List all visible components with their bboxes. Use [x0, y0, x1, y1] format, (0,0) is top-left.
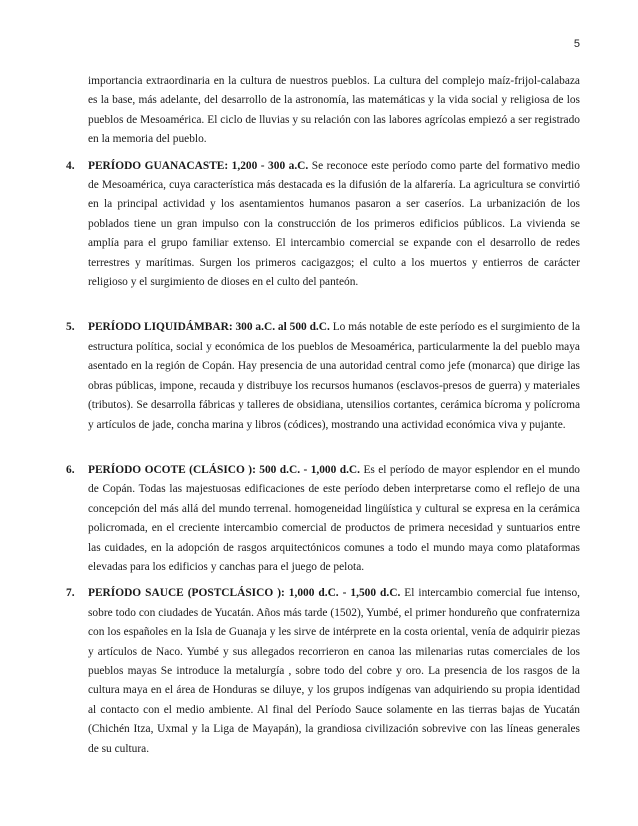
section-body: El intercambio comercial fue intenso, sobre todo con ciudades de Yucatán. Años más tarde (1502), Yumbé, el primer hondureño que confraterniza con los españoles en la Isla de Guanaja y les sirve de intérprete en la costa oriental, venía de adquirir piezas y artículos de Naco. Yumbé y sus allegados recorrieron en canoa las milenarias rutas comerciales de los pueblos mayas Se introduce la metalurgía , sobre todo del cobre y oro. La presencia de los rasgos de la cultura maya en el área de Honduras se diluye, y los grupos indígenas van adquiriendo su propia identidad al contacto con el medio ambiente. Al final del Período Sauce solamente en las tierras bajas de Yucatán (Chichén Itza, Uxmal y la Liga de Mayapán), la grandiosa civilización sobrevive con las líneas generales de su cultura.	[88, 587, 580, 755]
intro-paragraph: importancia extraordinaria en la cultura de nuestros pueblos. La cultura del complejo maíz-frijol-calabaza es la base, más adelante, del desarrollo de la astronomía, las matemáticas y la vida social y religiosa de los pueblos de Mesoamérica. El ciclo de lluvias y su relación con las labores agrícolas empiezó a ser registrado en la memoria del pueblo.	[88, 75, 580, 146]
section-heading: PERÍODO LIQUIDÁMBAR: 300 a.C. al 500 d.C.	[88, 321, 333, 334]
section-number: 4.	[66, 159, 75, 172]
section-number: 6.	[66, 463, 75, 476]
section-heading: PERÍODO GUANACASTE: 1,200 - 300 a.C.	[88, 159, 312, 172]
document-body	[66, 72, 581, 759]
section-periodo-guanacaste	[66, 157, 580, 293]
section-body: Lo más notable de este período es el surgimiento de la estructura política, social y económica de los pueblos de Mesoamérica, particularmente la del pueblo maya asentado en la región de Copán. Hay presencia de una autoridad central como jefe (monarca) que dirige las obras públicas, impone, recauda y distribuye los recursos humanos (esclavos-presos de guerra) y materiales (tributos). Se desarrolla fábricas y talleres de obsidiana, utensilios cortantes, cerámica bícroma y polícroma y artículos de jade, concha marina y libros (códices), mostrando una actividad económica viva y pujante.	[88, 321, 581, 431]
section-body: Es el período de mayor esplendor en el mundo de Copán. Todas las majestuosas edificaciones de este período deben interpretarse como el reflejo de una concepción del más allá del mundo terrenal. homogeneidad lingüística y cultural se expresa en la cerámica policromada, en el creciente intercambio comercial de productos de primera necesidad y suntuarios entre las cuidades, en la adopción de rasgos arquitectónicos comunes a todo el mundo maya como plataformas elevadas para los edificios y canchas para el juego de pelota.	[88, 463, 580, 573]
section-heading: PERÍODO OCOTE (CLÁSICO ): 500 d.C. - 1,000 d.C.	[88, 463, 364, 476]
section-number: 5.	[66, 321, 75, 334]
section-periodo-sauce	[66, 584, 580, 759]
section-body: Se reconoce este período como parte del formativo medio de Mesoamérica, cuya característica más destacada es la difusión de la alfarería. La agricultura se convirtió en la principal actividad y los asentamientos humanos pasaron a ser caseríos. La urbanización de los poblados tiene un gran impulso con la construcción de los primeros edificios públicos. La vivienda se amplía para el grupo familiar extenso. El intercambio comercial se expande con el desarrollo de redes terrestres y marítimas. Surgen los primeros cacigazgos; el culto a los muertos y entierros de carácter religioso y el surgimiento de dioses en el culto del panteón.	[88, 159, 580, 289]
page-number: 5	[573, 38, 580, 50]
section-number: 7.	[66, 587, 75, 600]
section-heading: PERÍODO SAUCE (POSTCLÁSICO ): 1,000 d.C. - 1,500 d.C.	[88, 587, 405, 600]
section-periodo-liquidambar	[66, 318, 581, 434]
section-periodo-ocote	[66, 461, 580, 577]
